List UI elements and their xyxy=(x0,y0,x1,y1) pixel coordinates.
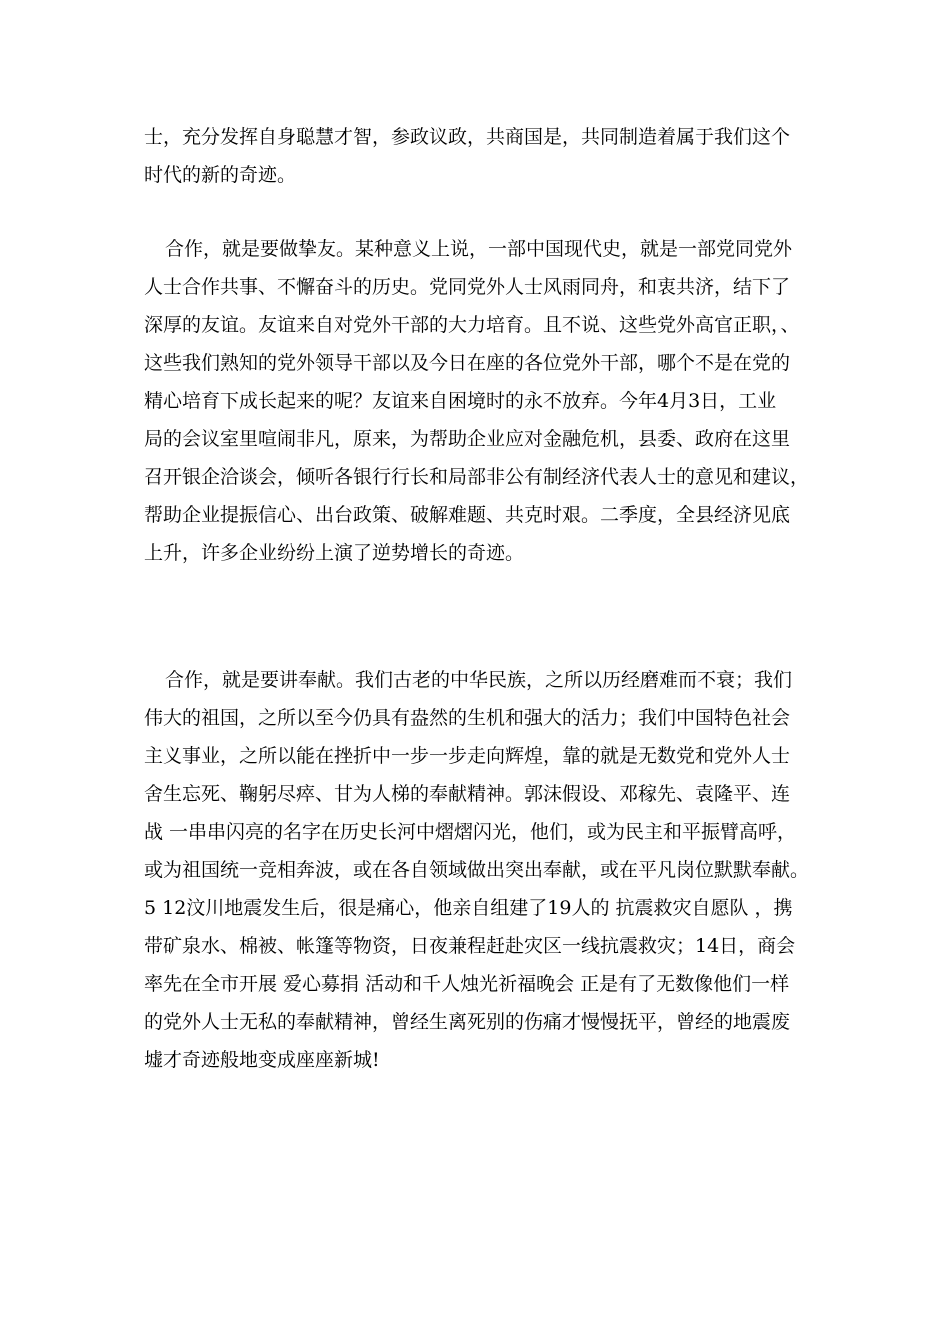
text-line: 合作，就是要讲奉献。我们古老的中华民族，之所以历经磨难而不衰；我们 xyxy=(165,669,793,691)
text-line: 士，充分发挥自身聪慧才智，参政议政，共商国是，共同制造着属于我们这个 xyxy=(144,126,791,148)
paragraph-friendship xyxy=(144,230,824,572)
text-line: 精心培育下成长起来的呢？友谊来自困境时的永不放弃。今年4月3日，工业 xyxy=(144,390,777,412)
text-line: 深厚的友谊。友谊来自对党外干部的大力培育。且不说、这些党外高官正职，、 xyxy=(144,314,800,336)
text-line: 或为祖国统一竞相奔波，或在各自领域做出突出奉献，或在平凡岗位默默奉献。 xyxy=(144,859,810,881)
text-line: 伟大的祖国，之所以至今仍具有盎然的生机和强大的活力；我们中国特色社会 xyxy=(144,707,791,729)
text-line: 带矿泉水、棉被、帐篷等物资，日夜兼程赶赴灾区一线抗震救灾；14日，商会 xyxy=(144,935,796,957)
text-line: 主义事业，之所以能在挫折中一步一步走向辉煌，靠的就是无数党和党外人士 xyxy=(144,745,791,767)
text-line: 5 12汶川地震发生后，很是痛心，他亲自组建了19人的 抗震救灾自愿队 ，携 xyxy=(144,897,793,919)
text-line: 帮助企业提振信心、出台政策、破解难题、共克时艰。二季度，全县经济见底 xyxy=(144,504,791,526)
paragraph-dedication xyxy=(144,661,824,1079)
text-line: 合作，就是要做挚友。某种意义上说，一部中国现代史，就是一部党同党外 xyxy=(165,238,793,260)
text-line: 召开银企洽谈会，倾听各银行行长和局部非公有制经济代表人士的意见和建议， xyxy=(144,466,810,488)
text-line: 舍生忘死、鞠躬尽瘁、甘为人梯的奉献精神。郭沫假设、邓稼先、袁隆平、连 xyxy=(144,783,791,805)
paragraph-continuation xyxy=(144,118,824,194)
text-line: 局的会议室里喧闹非凡，原来，为帮助企业应对金融危机，县委、政府在这里 xyxy=(144,428,791,450)
text-line: 时代的新的奇迹。 xyxy=(144,164,297,186)
text-line: 的党外人士无私的奉献精神，曾经生离死别的伤痛才慢慢抚平，曾经的地震废 xyxy=(144,1011,791,1033)
text-line: 人士合作共事、不懈奋斗的历史。党同党外人士风雨同舟，和衷共济，结下了 xyxy=(144,276,791,298)
text-line: 墟才奇迹般地变成座座新城! xyxy=(144,1049,380,1071)
text-line: 战 一串串闪亮的名字在历史长河中熠熠闪光，他们，或为民主和平振臂高呼， xyxy=(144,821,797,843)
text-line: 这些我们熟知的党外领导干部以及今日在座的各位党外干部，哪个不是在党的 xyxy=(144,352,791,374)
text-line: 率先在全市开展 爱心募捐 活动和千人烛光祈福晚会 正是有了无数像他们一样 xyxy=(144,973,790,995)
text-line: 上升，许多企业纷纷上演了逆势增长的奇迹。 xyxy=(144,542,525,564)
